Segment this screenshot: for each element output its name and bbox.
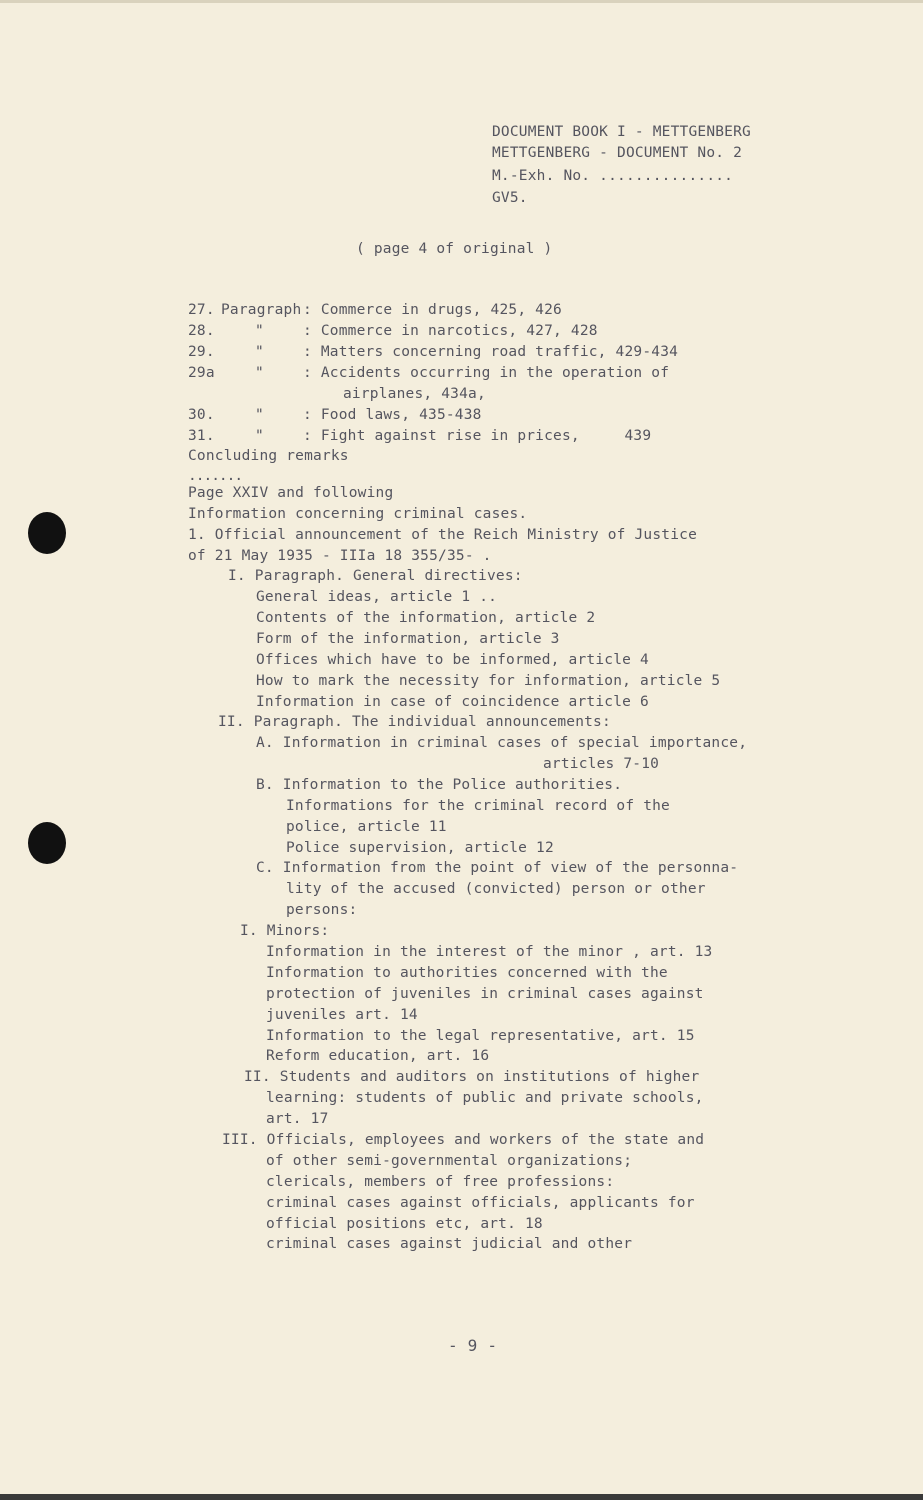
toc-text: : Commerce in narcotics, 427, 428 xyxy=(303,323,598,339)
text-line: Information concerning criminal cases. xyxy=(188,506,528,522)
page-note: ( page 4 of original ) xyxy=(356,241,553,257)
top-edge xyxy=(0,0,923,3)
text-line: articles 7-10 xyxy=(543,756,660,772)
toc-num: 27. xyxy=(188,302,215,318)
header-line-2: METTGENBERG - DOCUMENT No. 2 xyxy=(492,145,743,161)
toc-text: : Matters concerning road traffic, 429-434 xyxy=(303,344,679,360)
text-line: official positions etc, art. 18 xyxy=(266,1216,543,1232)
text-line: criminal cases against judicial and other xyxy=(266,1236,633,1252)
text-line: Information to authorities concerned with the xyxy=(266,965,668,981)
text-line: protection of juveniles in criminal cases against xyxy=(266,986,704,1002)
text-line: art. 17 xyxy=(266,1111,329,1127)
toc-num: 30. xyxy=(188,407,215,423)
toc-label: " xyxy=(255,344,264,360)
toc-label: " xyxy=(255,365,264,381)
text-line: C. Information from the point of view of the personna- xyxy=(256,860,739,876)
header-line-4: GV5. xyxy=(492,190,528,206)
text-line: I. Paragraph. General directives: xyxy=(228,568,523,584)
text-line: Form of the information, article 3 xyxy=(256,631,560,647)
bottom-edge xyxy=(0,1494,923,1500)
toc-num: 28. xyxy=(188,323,215,339)
text-line: Information to the legal representative, art. 15 xyxy=(266,1028,695,1044)
toc-text: airplanes, 434a, xyxy=(343,386,486,402)
text-line: Page XXIV and following xyxy=(188,485,394,501)
toc-num: 29a xyxy=(188,365,215,381)
text-line: lity of the accused (convicted) person or other xyxy=(286,881,706,897)
text-line: persons: xyxy=(286,902,358,918)
text-line: II. Students and auditors on institutions of higher xyxy=(244,1069,700,1085)
toc-label: " xyxy=(255,323,264,339)
page-number: - 9 - xyxy=(448,1336,498,1355)
text-line: of other semi-governmental organizations; xyxy=(266,1153,633,1169)
punch-hole xyxy=(28,822,66,864)
text-line: of 21 May 1935 - IIIa 18 355/35- . xyxy=(188,548,492,564)
punch-hole xyxy=(28,512,66,554)
text-line: III. Officials, employees and workers of the state and xyxy=(222,1132,705,1148)
text-line: General ideas, article 1 .. xyxy=(256,589,498,605)
text-line: I. Minors: xyxy=(240,923,330,939)
toc-label: " xyxy=(255,428,264,444)
text-line: learning: students of public and private schools, xyxy=(266,1090,704,1106)
text-line: Information in case of coincidence article 6 xyxy=(256,694,649,710)
text-line: Information in the interest of the minor , art. 13 xyxy=(266,944,713,960)
toc-label: " xyxy=(255,407,264,423)
text-line: II. Paragraph. The individual announcements: xyxy=(218,714,611,730)
text-line: Informations for the criminal record of the xyxy=(286,798,670,814)
toc-num: 29. xyxy=(188,344,215,360)
header-line-1: DOCUMENT BOOK I - METTGENBERG xyxy=(492,124,751,140)
text-line: 1. Official announcement of the Reich Ministry of Justice xyxy=(188,527,697,543)
toc-text: : Accidents occurring in the operation of xyxy=(303,365,670,381)
text-line: Reform education, art. 16 xyxy=(266,1048,490,1064)
toc-text: : Food laws, 435-438 xyxy=(303,407,482,423)
text-line: Police supervision, article 12 xyxy=(286,840,554,856)
text-line: police, article 11 xyxy=(286,819,447,835)
toc-text: : Commerce in drugs, 425, 426 xyxy=(303,302,562,318)
toc-text: : Fight against rise in prices, 439 xyxy=(303,428,652,444)
toc-label: Paragraph xyxy=(221,302,302,318)
text-line: juveniles art. 14 xyxy=(266,1007,418,1023)
text-line: Contents of the information, article 2 xyxy=(256,610,596,626)
text-line: clericals, members of free professions: xyxy=(266,1174,615,1190)
text-line: Offices which have to be informed, article 4 xyxy=(256,652,649,668)
concluding-remarks: Concluding remarks xyxy=(188,448,349,464)
text-line: How to mark the necessity for information, article 5 xyxy=(256,673,721,689)
separator-dots: ....... xyxy=(188,468,243,484)
text-line: criminal cases against officials, applicants for xyxy=(266,1195,695,1211)
text-line: B. Information to the Police authorities. xyxy=(256,777,623,793)
header-line-3: M.-Exh. No. ............... xyxy=(492,168,734,184)
text-line: A. Information in criminal cases of special importance, xyxy=(256,735,748,751)
toc-num: 31. xyxy=(188,428,215,444)
